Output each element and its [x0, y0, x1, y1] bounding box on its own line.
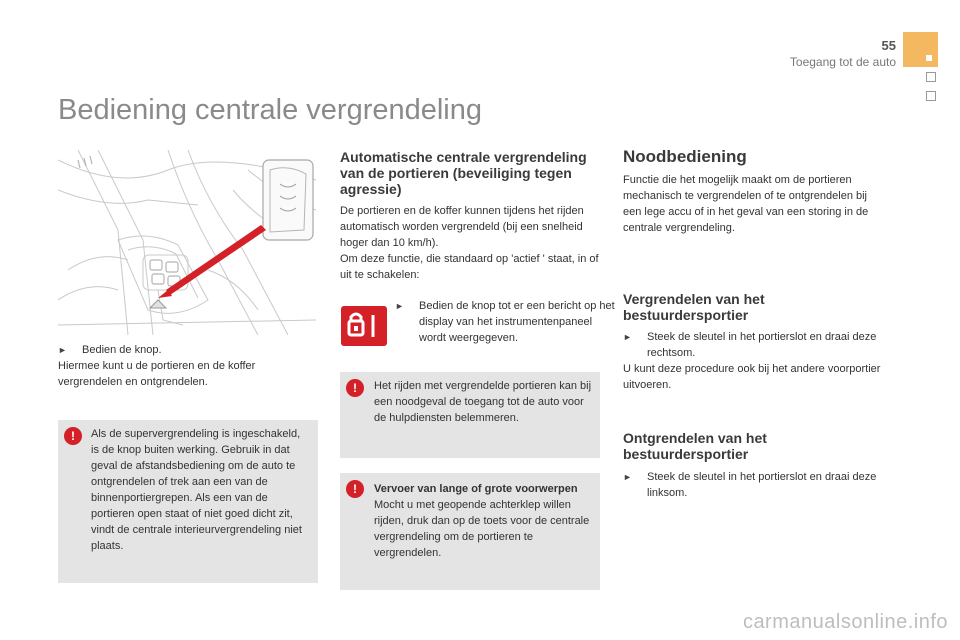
warning-box-supervergrendeling [58, 420, 318, 583]
warning-icon: ! [64, 427, 82, 445]
left-column-text [58, 342, 318, 390]
section-tab-active[interactable] [903, 32, 938, 67]
unlock-instructions [623, 469, 888, 501]
lock-button-icon [341, 306, 387, 346]
section-tab[interactable] [926, 91, 936, 101]
bullet-toggle-function: ► Bedien de knop tot er een bericht op het display van het instrumentenpaneel wordt weergegeven. [395, 300, 615, 344]
paragraph: U kunt deze procedure ook bij het andere voorportier uitvoeren. [623, 363, 881, 391]
warning-content [374, 481, 594, 561]
warning-box-long-objects [340, 473, 600, 590]
bullet-turn-right: ► Steek de sleutel in het portierslot en draai deze rechtsom. [623, 331, 877, 359]
console-illustration [58, 150, 316, 335]
section-heading-emergency: Noodbediening [623, 147, 747, 166]
bullet-turn-left: ► Steek de sleutel in het portierslot en draai deze linksom. [623, 471, 877, 499]
warning-text: Het rijden met vergrendelde portieren kan bij een noodgeval de toegang tot de auto voor de hulpdiensten belemmeren. [374, 380, 592, 424]
warning-box-emergency-access [340, 372, 600, 458]
paragraph: Hiermee kunt u de portieren en de koffer vergrendelen en ontgrendelen. [58, 360, 256, 388]
arrow-bullet-icon: ► [623, 332, 632, 342]
emergency-paragraph: Functie die het mogelijk maakt om de portieren mechanisch te vergrendelen of te ontgrendelen bij een lege accu of in het geval van een storing in de centrale vergrendeling. [623, 174, 869, 234]
arrow-bullet-icon: ► [395, 301, 404, 311]
section-name: Toegang tot de auto [789, 55, 896, 69]
page-number: 55 [881, 38, 896, 53]
subheading-lock-driver-door: Vergrendelen van het bestuurdersportier [623, 291, 765, 323]
subheading-unlock-driver-door: Ontgrendelen van het bestuurdersportier [623, 430, 767, 462]
middle-paragraph: De portieren en de koffer kunnen tijdens het rijden automatisch worden vergrendeld (bij een snelheid hoger dan 10 km/h). Om deze functie, die standaard op 'actief ' staat, in of uit te schakelen: [340, 205, 599, 281]
warning-title: Vervoer van lange of grote voorwerpen [374, 483, 578, 495]
arrow-bullet-icon: ► [58, 345, 67, 355]
bullet-operate-button: ► Bedien de knop. [58, 344, 162, 356]
warning-icon: ! [346, 480, 364, 498]
section-tab[interactable] [926, 72, 936, 82]
warning-icon: ! [346, 379, 364, 397]
lock-instructions [623, 329, 888, 393]
footer-watermark[interactable]: carmanualsonline.info [742, 611, 948, 633]
page-title: Bediening centrale vergrendeling [58, 94, 483, 126]
section-heading-automatic-lock: Automatische centrale vergrendeling van de portieren (beveiliging tegen agressie) [340, 149, 587, 197]
arrow-bullet-icon: ► [623, 472, 632, 482]
warning-text: Als de supervergrendeling is ingeschakeld, is de knop buiten werking. Gebruik in dat geval de afstandsbediening om de auto te ontgrendelen of trek aan een van de binnenportiergrepen. Als een van de portieren open staat of niet goed dicht zit, vindt de centrale interieurvergrendeling niet plaats. [91, 428, 302, 552]
warning-text: Mocht u met geopende achterklep willen rijden, druk dan op de toets voor de centrale vergrendeling om de portieren te vergrendelen. [374, 499, 590, 559]
